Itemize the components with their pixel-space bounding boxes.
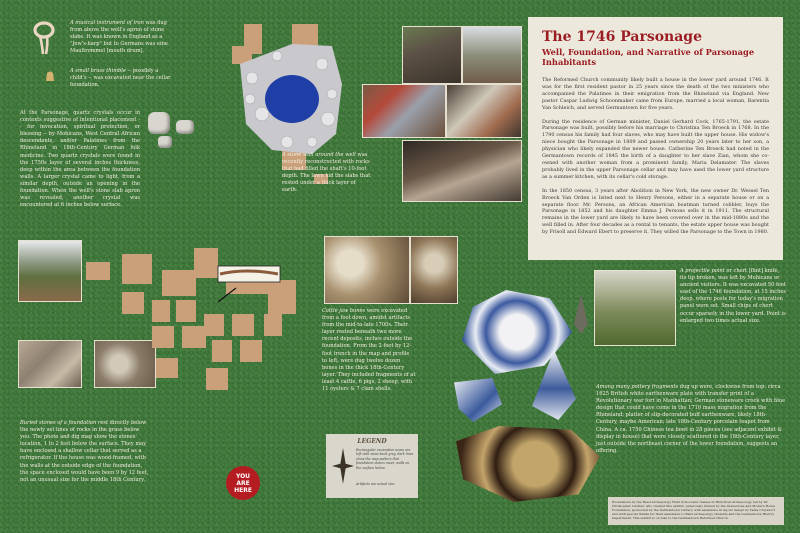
thimble-caption: A small brass thimble -- possibly a child's -- was excavated near the cellar foundation.: [70, 68, 171, 89]
bone-layer-photo: [410, 236, 458, 304]
foundation-caption: Buried stones of a foundation rest directly below the newly set lines of rocks in the grass below you. The photo and dig map show the stones' location, 1 to 2 feet below the surface. They may have enclosed a shallow cellar that served as a refrigerator. If the house was wood-framed, with the walls at the outside edge of the foundation, the space enclosed would have been 9 by 12 feet, not an unusual size for the middle 18th Century.: [20, 420, 149, 483]
slipware-fragment: [456, 426, 600, 502]
migration-panel-photo: [594, 270, 676, 346]
you-are-here-marker: [226, 466, 260, 500]
thimble-artifact: [44, 70, 56, 82]
panel-paragraph: During the residence of German minister, Daniel Gerhard Cock, 1765-1791, the estate Parsonage was built, possibly before his marriage to Christina Ten Broeck in 1768. In the 1790 census his family had four slaves, who may have built the upper house. His widow's niece bought the Parsonage in 1809 and passed ownership 20 years later to her son, a physician who likely expanded the newer house. Catherine Ten Broeck had noted in the Germantown records of 1845 the birth of a daughter to her slave Zian, whom she co-owned with another woman from a prominent family, Maria Delamater. The slaves probably lived in the upper Parsonage cellar and may have used the lower yard structure as a summer kitchen, with its cellar's cold storage.: [542, 118, 769, 180]
compass-icon: [332, 448, 354, 484]
panel-title: The 1746 Parsonage: [542, 29, 702, 45]
legend-note: Artifacts are actual size.: [356, 482, 396, 486]
quartz-crystal-2: [176, 120, 194, 134]
quartz-crystal-3: [158, 136, 172, 148]
bones-caption: Cattle jaw bones were excavated from a foot down, amidst artifacts from the mid-to-late 1700s. Their layer rested beneath two more recent deposits, inches outside the foundation. From the 2-foot by 12-foot trench in the map and profile to left, were dug twelve dozen bones in the thick 18th-Century layer. They included fragments of at least 4 cattle, 6 pigs, 2 sheep, with 11 oysters & 7 clam shells.: [322, 308, 416, 393]
parsonage-panel: [528, 17, 783, 260]
field-school-photo: [18, 240, 82, 302]
quartz-caption: At the Parsonage, quartz crystals occur in contexts suggestive of intentional placement -- for invocation, spiritual protection, or blessing -- by Mohicans, West Central African descendants, and/or Palatines from the Rhineland in 18th-Century German folk medicine. Two quartz crystals were found in the 1750s layer of several inches thickness, deep within the area between the foundation walls. A larger crystal came to light, from a similar depth, outside an opening in the foundation. When the well's stone slab apron was revealed, another crystal was encountered at 6 inches below surface.: [20, 110, 140, 209]
stoneware-fragment: [454, 378, 502, 422]
student-digging-photo: [362, 84, 446, 138]
well-stones-photo: [402, 26, 462, 84]
legend-title: LEGEND: [357, 438, 387, 445]
projectile-point-artifact: [572, 294, 590, 334]
you-are-here-line2: ARE: [236, 479, 250, 487]
panel-paragraph: The Reformed Church community likely built a house in the lower yard around 1746. It was for the first resident pastor in 25 years since the death of the two ministers who accompanied the Palatines in their emigration from the Rhineland via England. New pastor Caspar Ludwig Schoonmaker came from Europe, married a local woman, Barentia Van Schleich, and served Germantown for five years.: [542, 77, 769, 111]
jaw-harp-artifact: [30, 20, 60, 56]
well-shaft-photo: [402, 140, 522, 202]
quartz-crystal-1: [148, 112, 170, 134]
credits-box: Excavations by the Reed Archaeology Field School and classes in Historical Archaeology, led by Dr. Christopher Lindner, who created this exhibit, generously funded by the Gravestone and Modern Home Foundation, sponsored by the Germantown Library, with assistance in layout design by Tama Cruysdorf and with special thanks for their assistance to Bard archaeology students and the Germantown History Department. This exhibit is on loan to the Germantown Reformed Church.: [608, 497, 784, 525]
panel-subtitle: Well, Foundation, and Narrative of Parsonage Inhabitants: [542, 47, 755, 67]
excavation-wide-photo: [462, 26, 522, 84]
map-legend: [326, 434, 418, 498]
projectile-caption: A projectile point or chert [flint] knife, its tip broken, was left by Mohicans or ancient visitors. It was excavated 50 feet east of the 1746 foundation, at 15 inches deep, where posts for today's migration panel were set. Small chips of chert occur sparsely in the lower yard. Point is enlarged two times actual size.: [680, 268, 786, 324]
panel-paragraph: In the 1850 census, 3 years after Abolition in New York, the new owner Dr. Wessel Ten Broeck Van Orden is listed next to Henry Persons, either in a separate house or on a separate floor. Mr. Persons, an African American boatman turned cobbler, buys the Parsonage in 1852 and his daughter Emma J. Persons sells it in 1911. The structural remains in the lower yard are likely to have been covered over in the mid-1880s and the well filled in. After four decades as a rental to tenants, the estate upper house was bought by Frisoll and Edward Ebert to preserve it. They willed the Parsonage to the Town in 1980.: [542, 187, 769, 236]
foundation-stones-photo: [18, 340, 82, 388]
stonewall-caption: A stone wall around the well was recently reconstructed with rocks that had filled the shaft's 10-foot depth. The lawn hid the slabs that rested under a thick layer of earth.: [282, 152, 371, 194]
foundation-dig-map: [86, 240, 336, 400]
students-sifting-photo: [446, 84, 522, 138]
pottery-caption: Among many pottery fragments dug up were, clockwise from top: circa 1625 British white earthenware plate with transfer print of a Revolutionary war fort in Manhattan; German stoneware crock with blue design that could have come in the 1710 mass migration from the Rhineland; platter of slip-decorated buff earthenware, likely 18th-Century, maybe American; late 18th-Century porcelain teapot from China. A ca. 1750 Chinese tea bowl in 28 pieces (see adjacent exhibit & display in house) that were closely scattered in the 18th-Century layer, just outside the northeast corner of the lower foundation, suggests an offering.: [596, 384, 786, 454]
instrument-caption: A musical instrument of iron was dug from above the well's apron of stone slabs. It was known in England as a "Jew's-harp" but to Germans was eine Maultrommel [mouth drum].: [70, 20, 168, 55]
cattle-jaw-photo: [324, 236, 410, 304]
you-are-here-line1: YOU: [235, 472, 251, 480]
you-are-here-line3: HERE: [234, 486, 252, 494]
legend-text: Rectangular excavation areas are left with moss-back grey, dark lines show the map pattern that foundation stones meet; walls on the surface below.: [356, 448, 414, 470]
